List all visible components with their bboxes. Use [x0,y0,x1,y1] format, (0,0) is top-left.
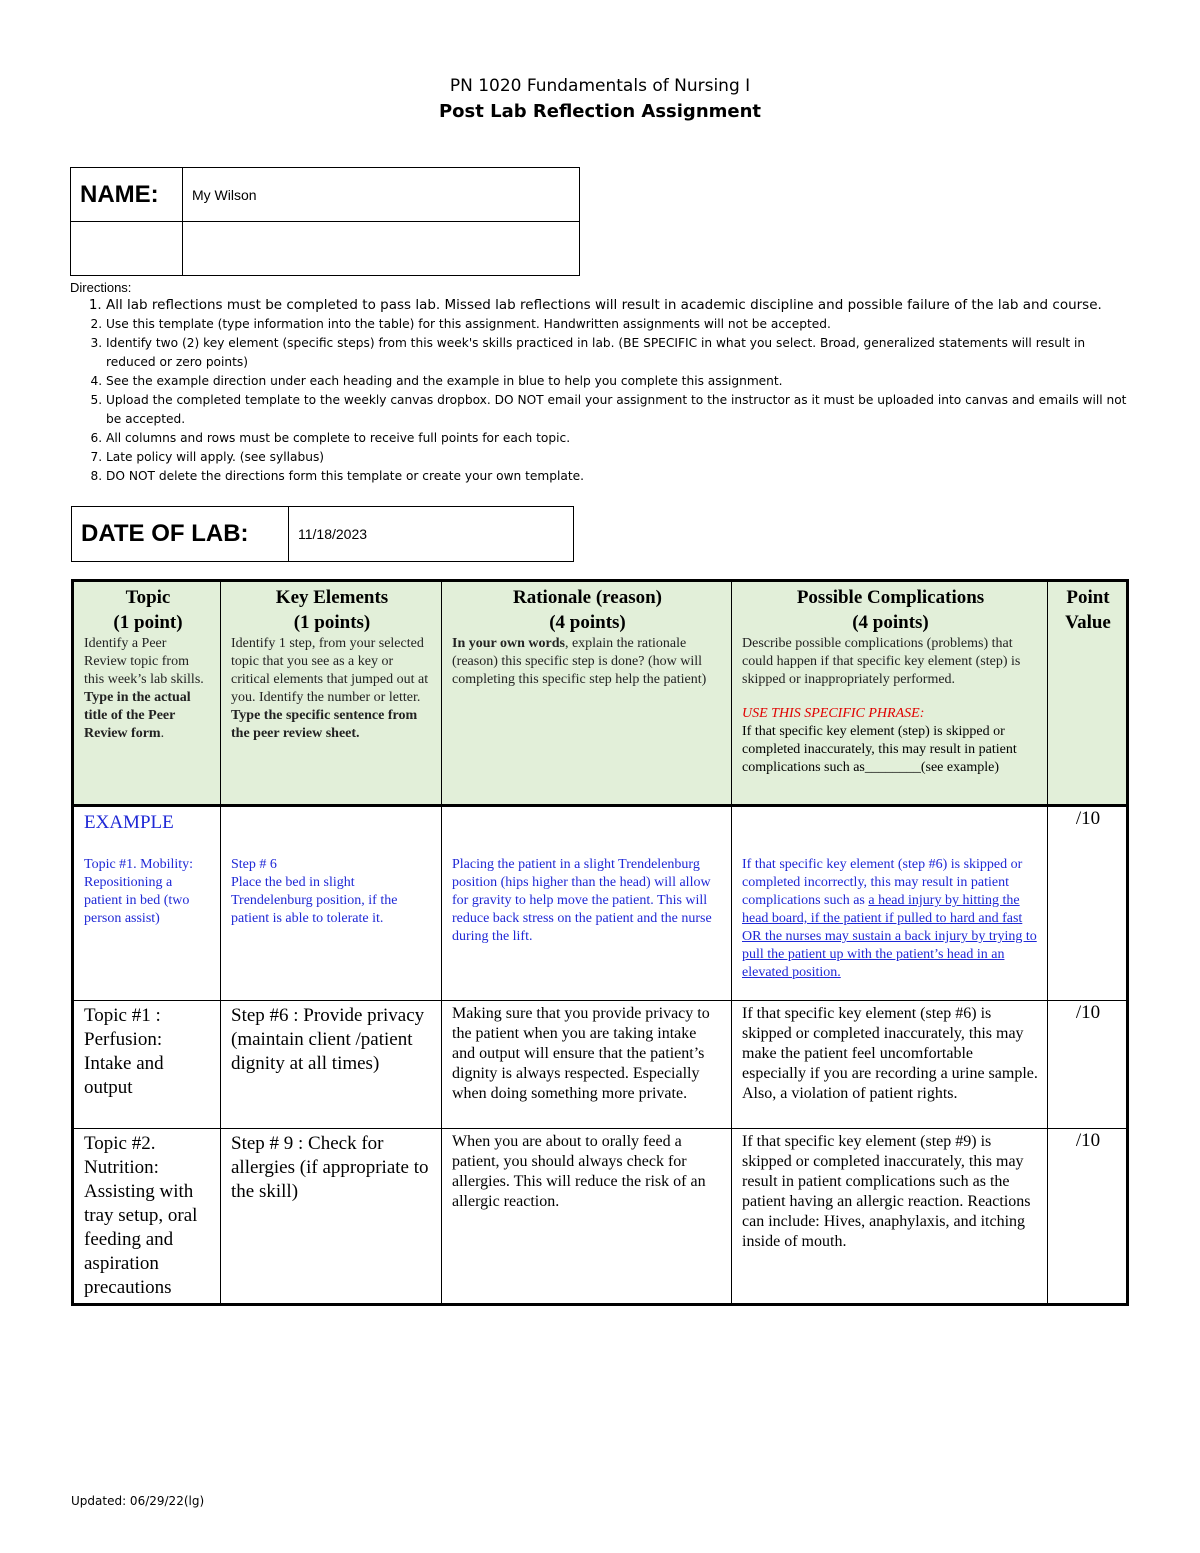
example-label: EXAMPLE [84,812,174,833]
topic-row-1 [73,1001,1128,1129]
direction-item: 2. Use this template (type information into the table) for this assignment. Handwritten assignments will not be accepted. [106,315,1130,334]
name-field[interactable]: My Wilson [183,168,580,222]
example-points-cell [1048,806,1128,1001]
row2-topic-cell[interactable] [73,1129,221,1305]
row1-key-cell[interactable] [221,1001,442,1129]
direction-item: 3. Identify two (2) key element (specific steps) from this week's skills practiced in lab. (BE SPECIFIC in what you select. Broad, generalized statements will result in reduced or zero points) [106,334,1130,372]
header-complications-points: (4 points) [852,612,929,633]
topic-row-2 [73,1129,1128,1305]
name-box [70,167,580,276]
example-complication-cell [732,806,1048,1001]
directions-heading: Directions: [70,280,132,295]
name-label: NAME: [71,168,183,222]
example-key-cell [221,806,442,1001]
direction-item: 1. All lab reflections must be completed to pass lab. Missed lab reflections will result in academic discipline and possible failure of the lab and course. [106,296,1130,315]
row2-points: /10 [1075,1130,1101,1151]
row2-key-element: Step # 9 : Check for allergies (if appropriate to the skill) [231,1133,429,1202]
row1-complication: If that specific key element (step #6) is skipped or completed inaccurately, this may make the patient feel uncomfortable especially if you are recording a urine sample. Also, a violation of patient rights. [742,1005,1038,1102]
header-key-title: Key Elements [275,587,389,608]
row1-points-cell [1048,1001,1128,1129]
row1-complication-cell[interactable] [732,1001,1048,1129]
example-key-text: Place the bed in slight Trendelenburg position, if the patient is able to tolerate it. [231,875,398,926]
row1-topic-cell[interactable] [73,1001,221,1129]
example-topic-cell [73,806,221,1001]
example-key-step: Step # 6 [231,857,277,872]
row2-rationale-cell[interactable] [442,1129,732,1305]
header-complications-title: Possible Complications [796,587,985,608]
row2-key-cell[interactable] [221,1129,442,1305]
header-complications [732,581,1048,806]
example-topic: Topic #1. Mobility: Repositioning a patient in bed (two person assist) [84,857,194,926]
directions [70,280,1130,486]
example-row [73,806,1128,1001]
header-topic-points: (1 point) [113,612,183,633]
header-key-desc: Identify 1 step, from your selected topic that you see as a key or critical elements that jumped out at you. Identify the number or letter. Type the specific sentence from the peer review sheet. [231,636,429,741]
example-points: /10 [1075,808,1101,829]
header-rationale-title: Rationale (reason) [513,587,662,608]
row1-points: /10 [1075,1002,1101,1023]
name-box-empty-cell-1 [71,222,183,276]
row2-complication-cell[interactable] [732,1129,1048,1305]
course-title: PN 1020 Fundamentals of Nursing I [449,76,751,96]
specific-phrase-label: USE THIS SPECIFIC PHRASE: [742,706,925,721]
reflection-table [71,579,1129,1306]
date-box [71,506,574,562]
row2-complication: If that specific key element (step #9) is skipped or completed inaccurately, this may result in patient complications such as the patient having an allergic reaction. Reactions can include: Hives, anaphylaxis, and itching inside of mouth. [742,1133,1031,1250]
specific-phrase: If that specific key element (step) is skipped or completed inaccurately, this may result in patient complications such as________(see example) [742,724,1017,775]
row2-points-cell [1048,1129,1128,1305]
header-rationale-desc: In your own words, explain the rationale (reason) this specific step is done? (how will completing this specific step help the patient) [452,636,707,687]
directions-list [70,296,1130,486]
header-topic-desc: Identify a Peer Review topic from this week’s lab skills. Type in the actual title of the Peer Review form. [84,636,204,741]
date-label: DATE OF LAB: [72,507,289,562]
header-key-points: (1 points) [293,612,371,633]
direction-item: 5. Upload the completed template to the weekly canvas dropbox. DO NOT email your assignment to the instructor as it must be uploaded into canvas and emails will not be accepted. [106,391,1130,429]
header-key-elements [221,581,442,806]
header-rationale-points: (4 points) [549,612,626,633]
direction-item: 4. See the example direction under each heading and the example in blue to help you complete this assignment. [106,372,1130,391]
name-box-empty-cell-2[interactable] [183,222,580,276]
row2-topic: Topic #2. Nutrition: Assisting with tray setup, oral feeding and aspiration precautions [84,1133,198,1298]
header-point-title: Point Value [1065,587,1111,633]
row2-rationale: When you are about to orally feed a patient, you should always check for allergies. This will reduce the risk of an allergic reaction. [452,1133,706,1210]
direction-item: 6. All columns and rows must be complete to receive full points for each topic. [106,429,1130,448]
header-row [73,581,1128,806]
example-rationale: Placing the patient in a slight Trendelenburg position (hips higher than the head) will allow for gravity to help move the patient. This will reduce back stress on the patient and the nurse during the lift. [452,857,712,944]
header-complications-desc: Describe possible complications (problems) that could happen if that specific key element (step) is skipped or inappropriately performed. [742,636,1021,687]
row1-rationale-cell[interactable] [442,1001,732,1129]
header-topic-title: Topic [125,587,171,608]
row1-topic: Topic #1 : Perfusion: Intake and output [84,1005,164,1098]
direction-item: 7. Late policy will apply. (see syllabus) [106,448,1130,467]
row1-rationale: Making sure that you provide privacy to the patient when you are taking intake and output will ensure that the patient’s dignity is always respected. Especially when doing something more private. [452,1005,710,1102]
date-field[interactable]: 11/18/2023 [289,507,574,562]
row1-key-element: Step #6 : Provide privacy (maintain client /patient dignity at all times) [231,1005,425,1074]
example-rationale-cell [442,806,732,1001]
footer-updated: Updated: 06/29/22(lg) [71,1494,205,1508]
direction-item: 8. DO NOT delete the directions form this template or create your own template. [106,467,1130,486]
assignment-title: Post Lab Reflection Assignment [438,101,762,122]
header-rationale [442,581,732,806]
example-complication: If that specific key element (step #6) is skipped or completed incorrectly, this may result in patient complications such as a head injury by hitting the head board, if the patient if pulled to hard and fast OR the nurses may sustain a back injury by trying to pull the patient up with the patient’s head in an elevated position. [742,857,1037,980]
header-point-value [1048,581,1128,806]
header-topic [73,581,221,806]
